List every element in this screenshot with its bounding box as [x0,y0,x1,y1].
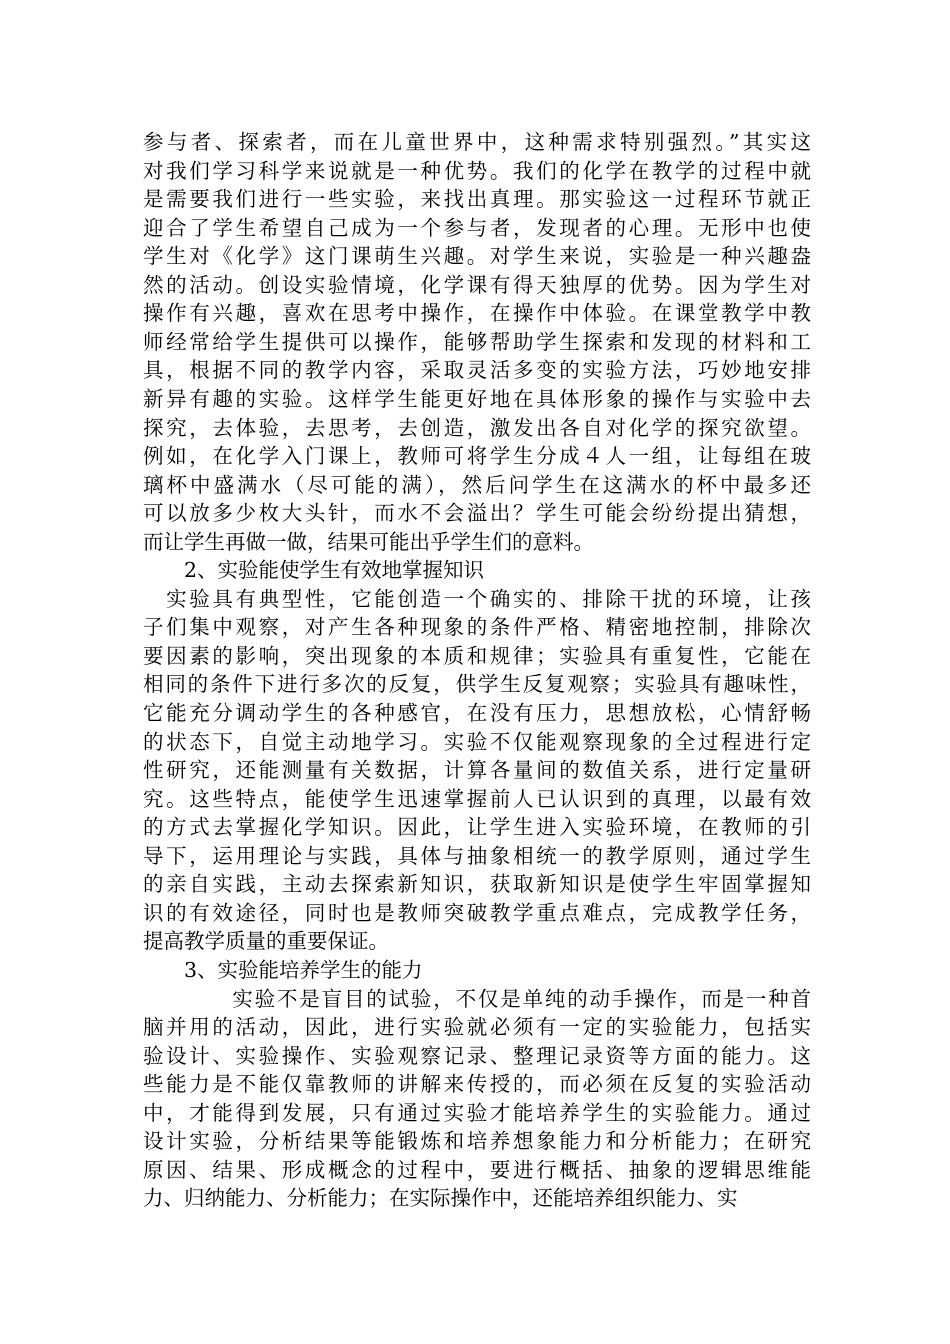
text-line: 璃杯中盛满水（尽可能的满），然后问学生在这满水的杯中最多还 [143,472,811,497]
text-line: 验设计、实验操作、实验观察记录、整理记录资等方面的能力。这 [143,1043,811,1068]
text-line: 要因素的影响，突出现象的本质和规律；实验具有重复性，它能在 [143,643,811,668]
heading-text: 3、实验能培养学生的能力 [143,957,423,982]
text-line: 可以放多少枚大头针，而水不会溢出？学生可能会纷纷提出猜想， [143,501,811,526]
text-line: 是需要我们进行一些实验，来找出真理。那实验这一过程环节就正 [143,187,811,212]
text-line: 实验具有典型性，它能创造一个确实的、排除干扰的环境，让孩 [143,586,811,611]
text-line: 然的活动。创设实验情境，化学课有得天独厚的优势。因为学生对 [143,272,811,297]
text-line: 而让学生再做一做，结果可能出乎学生们的意料。 [143,529,594,554]
text-line: 识的有效途径，同时也是教师突破教学重点难点，完成教学任务， [143,900,811,925]
text-line: 探究，去体验，去思考，去创造，激发出各自对化学的探究欲望。 [143,415,811,440]
heading-text: 2、实验能使学生有效地掌握知识 [143,558,485,583]
text-line: 中，才能得到发展，只有通过实验才能培养学生的实验能力。通过 [143,1100,811,1125]
text-line: 操作有兴趣，喜欢在思考中操作，在操作中体验。在课堂教学中教 [143,301,811,326]
text-line: 些能力是不能仅靠教师的讲解来传授的，而必须在反复的实验活动 [143,1072,811,1097]
text-line: 新异有趣的实验。这样学生能更好地在具体形象的操作与实验中去 [143,386,811,411]
text-line: 究。这些特点，能使学生迅速掌握前人已认识到的真理，以最有效 [143,786,811,811]
text-line: 导下，运用理论与实践，具体与抽象相统一的教学原则，通过学生 [143,843,811,868]
text-line: 对我们学习科学来说就是一种优势。我们的化学在教学的过程中就 [143,158,811,183]
text-line: 提高教学质量的重要保证。 [143,929,389,954]
text-line: 性研究，还能测量有关数据，计算各量间的数值关系，进行定量研 [143,758,811,783]
text-line: 实验不是盲目的试验，不仅是单纯的动手操作，而是一种首 [143,986,811,1011]
text-line: 的亲自实践，主动去探索新知识，获取新知识是使学生牢固掌握知 [143,872,811,897]
text-line: 的方式去掌握化学知识。因此，让学生进入实验环境，在教师的引 [143,815,811,840]
text-line: 设计实验，分析结果等能锻炼和培养想象能力和分析能力；在研究 [143,1129,811,1154]
text-line: 力、归纳能力、分析能力；在实际操作中，还能培养组织能力、实 [143,1186,738,1211]
text-line: 脑并用的活动，因此，进行实验就必须有一定的实验能力，包括实 [143,1015,811,1040]
text-line: 参与者、探索者，而在儿童世界中，这种需求特别强烈。”其实这 [143,130,811,154]
text-line: 它能充分调动学生的各种感官，在没有压力，思想放松，心情舒畅 [143,701,811,725]
text-line: 的状态下，自觉主动地学习。实验不仅能观察现象的全过程进行定 [143,729,811,754]
text-line: 师经常给学生提供可以操作，能够帮助学生探索和发现的材料和工 [143,329,811,354]
text-line: 子们集中观察，对产生各种现象的条件严格、精密地控制，排除次 [143,615,811,640]
text-line: 迎合了学生希望自己成为一个参与者，发现者的心理。无形中也使 [143,215,811,240]
text-line: 相同的条件下进行多次的反复，供学生反复观察；实验具有趣味性， [143,672,811,697]
text-line: 具，根据不同的教学内容，采取灵活多变的实验方法，巧妙地安排 [143,358,811,383]
text-line: 例如，在化学入门课上，教师可将学生分成４人一组，让每组在玻 [143,444,811,469]
text-line: 原因、结果、形成概念的过程中，要进行概括、抽象的逻辑思维能 [143,1157,811,1182]
text-line: 学生对《化学》这门课萌生兴趣。对学生来说，实验是一种兴趣盎 [143,244,811,269]
